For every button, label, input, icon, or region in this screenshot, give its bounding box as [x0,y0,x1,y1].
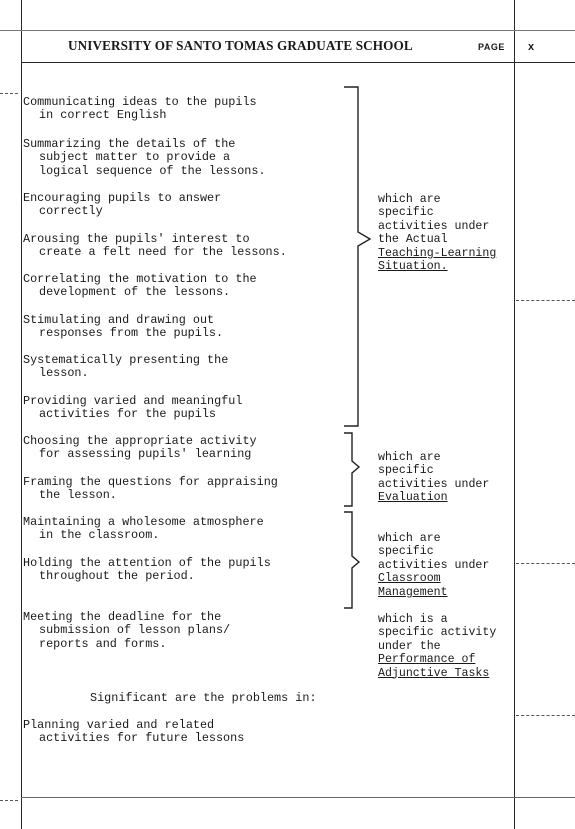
list-item: Correlating the motivation to the development of the lessons. [23,272,257,300]
bracket-evaluation [344,433,359,506]
list-item: Communicating ideas to the pupils in correct English [23,95,257,123]
page-title: UNIVERSITY OF SANTO TOMAS GRADUATE SCHOOL [68,38,413,53]
page-number: x [528,41,535,53]
note-teaching: which are specific activities under the Actual Teaching-Learning Situation. [378,193,497,274]
list-item: Planning varied and related activities for future lessons [23,718,245,746]
list-item: Framing the questions for appraising the lesson. [23,475,278,503]
list-item: Maintaining a wholesome atmosphere in the classroom. [23,515,264,543]
bracket-management [344,512,359,608]
list-item: Providing varied and meaningful activities for the pupils [23,394,243,422]
list-item: Meeting the deadline for the submission of lesson plans/ reports and forms. [23,610,231,651]
list-item: Choosing the appropriate activity for assessing pupils' learning [23,434,257,462]
page-label: PAGE [478,42,505,52]
note-management: which are specific activities under Classroom Management [378,532,490,599]
bracket-teaching [344,87,370,426]
list-item: Holding the attention of the pupils throughout the period. [23,556,271,584]
note-adjunctive: which is a specific activity under the Performance of Adjunctive Tasks [378,613,497,680]
list-item: Encouraging pupils to answer correctly [23,191,222,219]
list-item: Summarizing the details of the subject matter to provide a logical sequence of the lessons. [23,137,266,178]
list-item: Stimulating and drawing out responses from the pupils. [23,313,224,341]
list-item: Systematically presenting the lesson. [23,353,229,381]
significant-problems-heading: Significant are the problems in: [90,691,317,705]
list-item: Arousing the pupils' interest to create a felt need for the lessons. [23,232,287,260]
note-evaluation: which are specific activities under Evaluation [378,451,490,505]
